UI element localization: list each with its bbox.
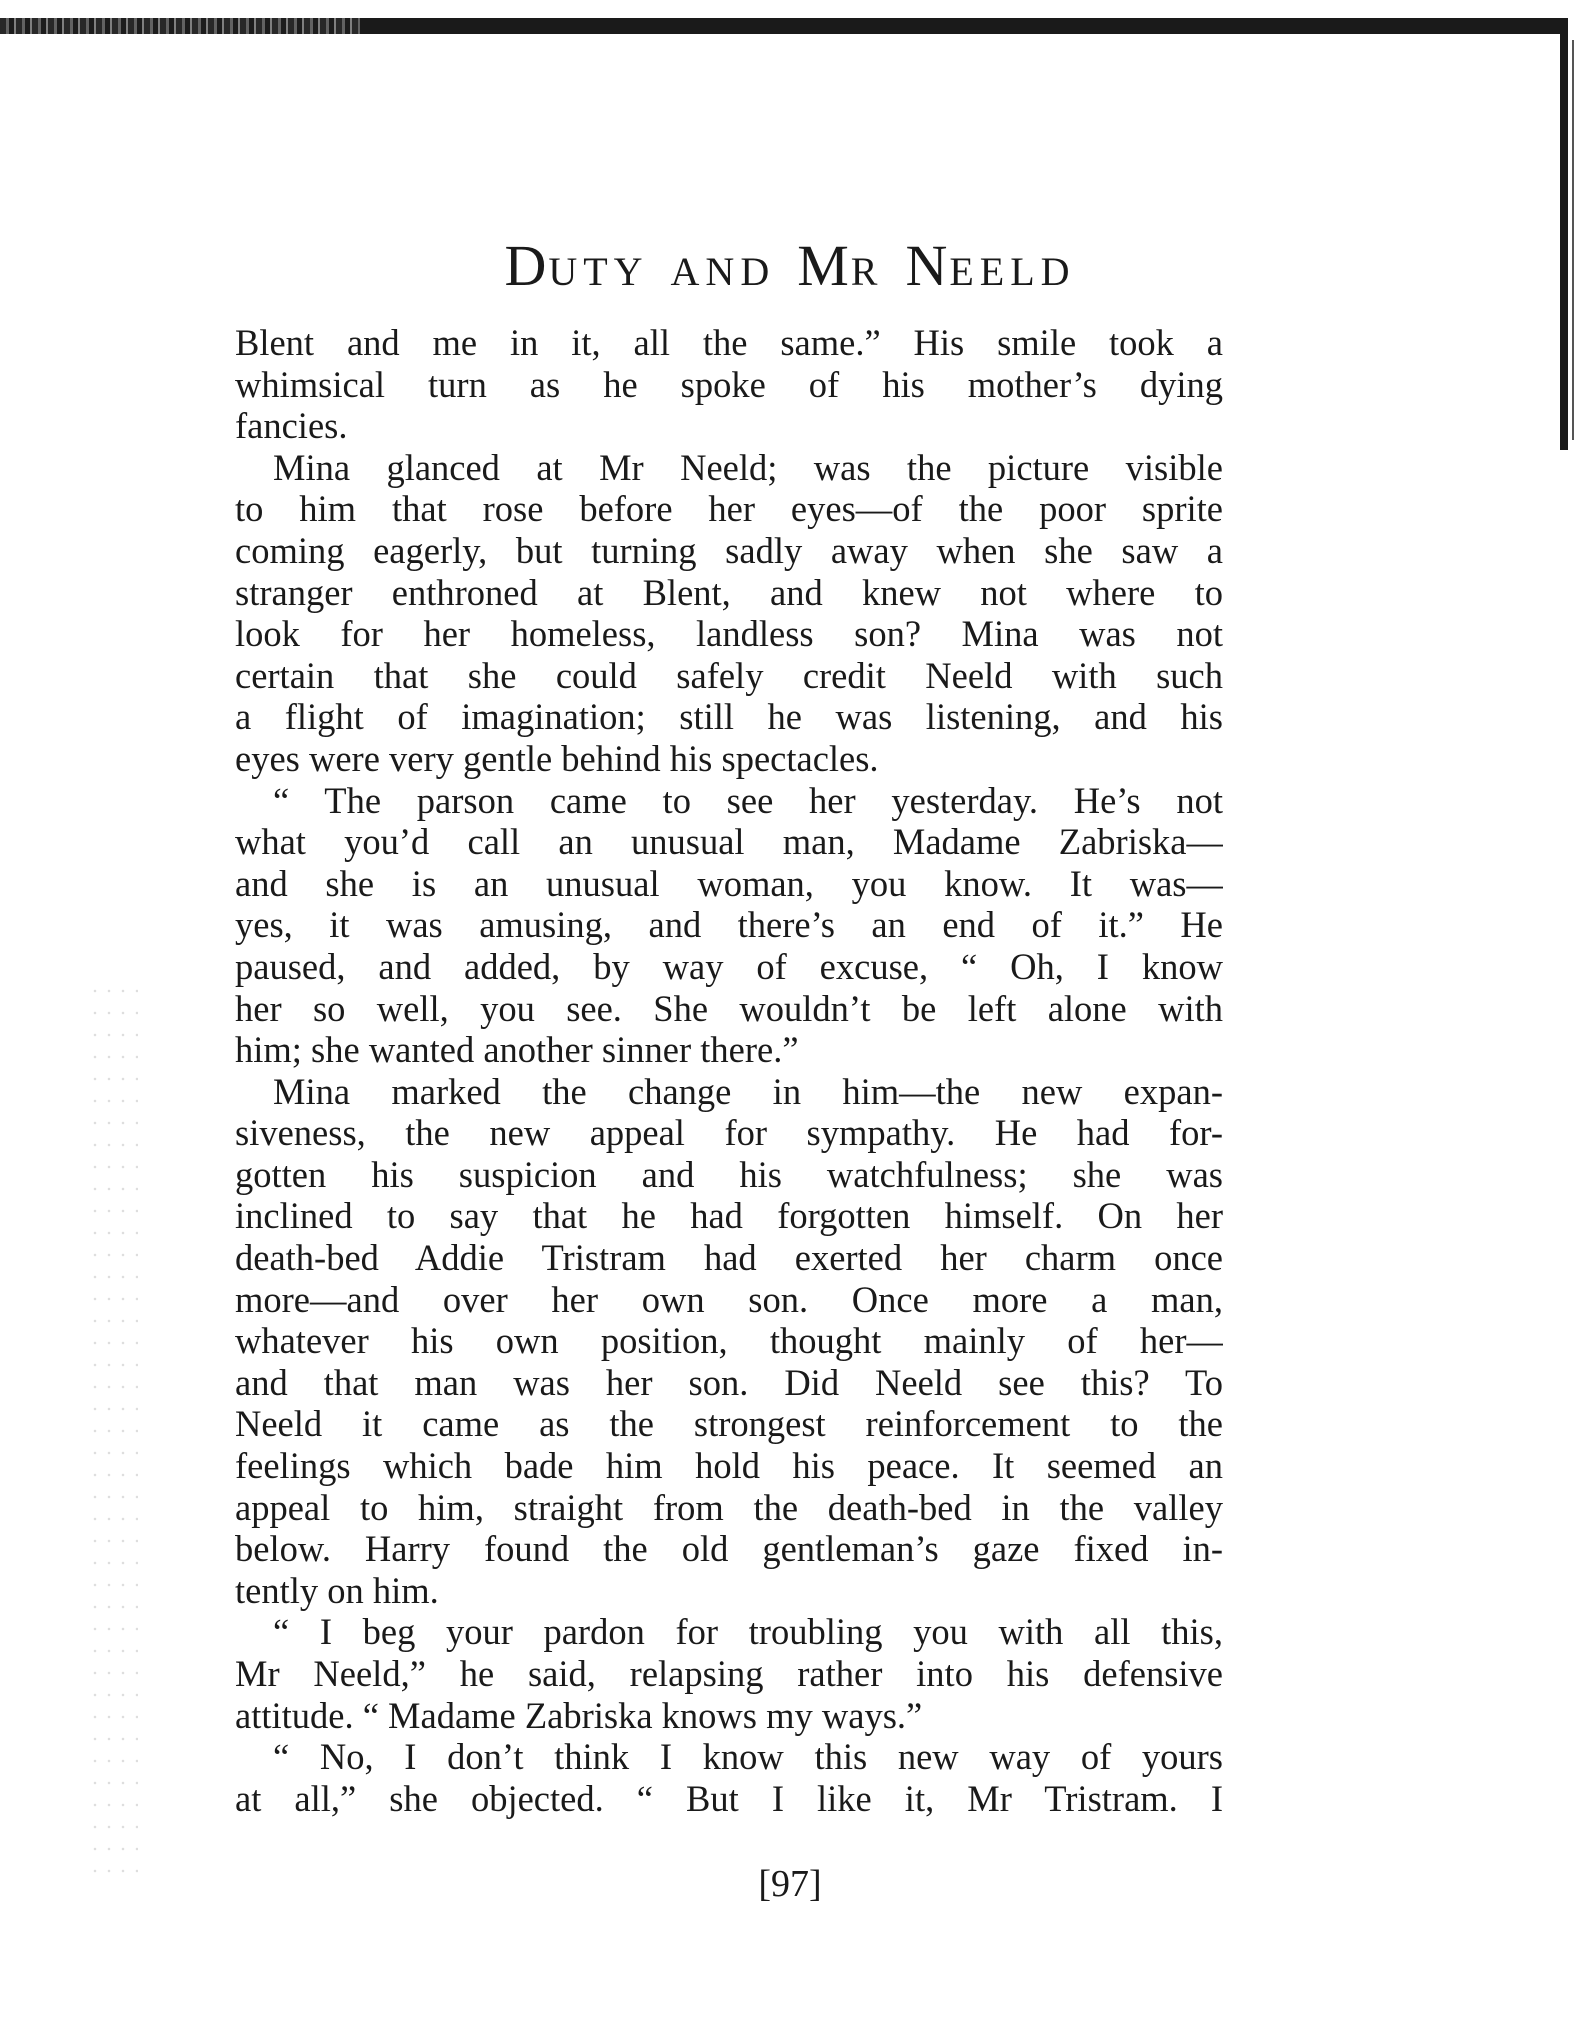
paragraph-3 [235,780,1223,1071]
text-line: and she is an unusual woman, you know. It was— [235,862,1223,904]
paragraph-4 [235,1071,1223,1612]
title-rest-uty: UTY [548,249,649,294]
text-line: attitude. “ Madame Zabriska knows my ways.” [235,1694,923,1736]
text-line: fancies. [235,405,348,447]
title-and: AND [670,249,776,294]
text-line: inclined to say that he had forgotten himself. On her [235,1195,1223,1237]
text-line: appeal to him, straight from the death-bed in the valley [235,1486,1223,1528]
text-line: look for her homeless, landless son? Mina was not [235,613,1223,655]
title-rest-r: R [850,249,884,294]
text-line: tently on him. [235,1569,439,1611]
text-line: Neeld it came as the strongest reinforcement to the [235,1403,1223,1445]
body-text [235,322,1223,1819]
text-line: Mr Neeld,” he said, relapsing rather into his defensive [235,1653,1223,1694]
text-line: below. Harry found the old gentleman’s gaze fixed in- [235,1528,1223,1570]
top-border-scan-noise [0,18,360,34]
title-cap-d: D [504,233,549,298]
text-line: certain that she could safely credit Neeld with such [235,654,1223,696]
paragraph-2 [235,447,1223,780]
paragraph-1 [235,322,1223,447]
text-line: eyes were very gentle behind his spectacles. [235,737,879,779]
paragraph-6 [235,1736,1223,1819]
text-line: yes, it was amusing, and there’s an end of it.” He [235,904,1223,946]
text-line: death-bed Addie Tristram had exerted her charm once [235,1237,1223,1279]
text-line: her so well, you see. She wouldn’t be left alone with [235,987,1223,1029]
title-cap-m: M [797,233,851,298]
page-number: [97] [758,1863,822,1905]
margin-scan-specks [88,980,138,1880]
text-line: feelings which bade him hold his peace. It seemed an [235,1445,1223,1487]
text-line: Blent and me in it, all the same.” His smile took a [235,322,1223,363]
text-line: whimsical turn as he spoke of his mother’s dying [235,363,1223,405]
text-line: Mina marked the change in him—the new expan- [273,1070,1223,1112]
text-line: whatever his own position, thought mainly of her— [235,1320,1223,1362]
text-line: Mina glanced at Mr Neeld; was the picture visible [273,446,1223,488]
text-line: a flight of imagination; still he was listening, and his [235,696,1223,738]
text-line: gotten his suspicion and his watchfulness; she was [235,1153,1223,1195]
text-line: siveness, the new appeal for sympathy. He had for- [235,1112,1223,1154]
text-line: stranger enthroned at Blent, and knew not where to [235,571,1223,613]
text-line: at all,” she objected. “ But I like it, Mr Tristram. I [235,1777,1223,1819]
text-line: and that man was her son. Did Neeld see this? To [235,1361,1223,1403]
text-line: him; she wanted another sinner there.” [235,1029,799,1071]
title-rest-eeld: EELD [949,249,1076,294]
title-cap-n: N [905,233,950,298]
text-line: “ No, I don’t think I know this new way of yours [273,1736,1223,1778]
text-line: “ I beg your pardon for troubling you with all this, [273,1611,1223,1653]
paragraph-5 [235,1611,1223,1736]
text-line: more—and over her own son. Once more a man, [235,1278,1223,1320]
running-head [0,232,1580,299]
text-line: what you’d call an unusual man, Madame Zabriska— [235,821,1223,863]
text-line: “ The parson came to see her yesterday. He’s not [273,779,1223,821]
text-line: coming eagerly, but turning sadly away when she saw a [235,529,1223,571]
text-line: paused, and added, by way of excuse, “ Oh, I know [235,945,1223,987]
text-line: to him that rose before her eyes—of the poor sprite [235,488,1223,530]
